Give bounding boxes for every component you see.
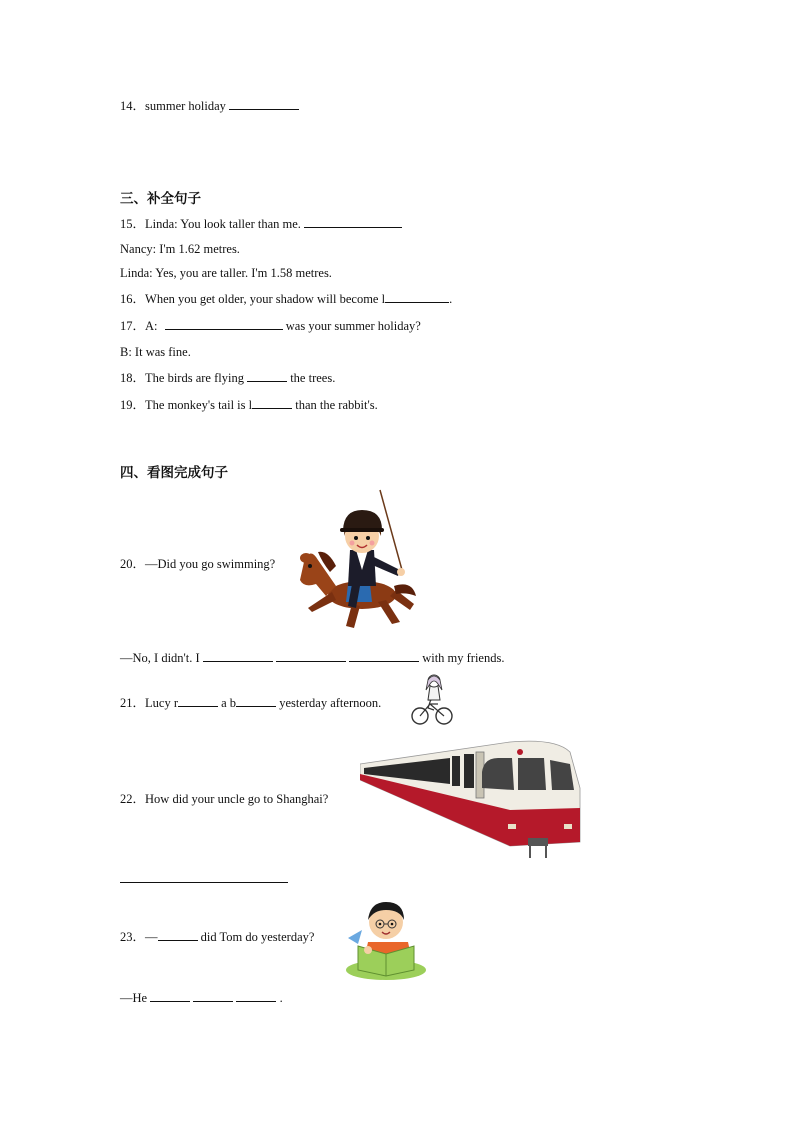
answer-suffix: .	[279, 991, 283, 1005]
answer-blank[interactable]	[304, 215, 402, 228]
question-number: 21．	[120, 696, 146, 710]
question-text: How did your uncle go to Shanghai?	[145, 792, 329, 806]
question-text: Lucy r	[145, 696, 178, 710]
question-text: A:	[145, 319, 158, 333]
question-16	[120, 290, 452, 307]
dialogue-line: B: It was fine.	[120, 345, 191, 359]
question-text: —Did you go swimming?	[145, 557, 276, 571]
boy-reading-image	[344, 894, 428, 980]
answer-blank[interactable]	[158, 928, 198, 941]
answer-20	[120, 649, 504, 666]
answer-23	[120, 989, 283, 1006]
answer-blank[interactable]	[203, 649, 273, 662]
question-number: 14．	[120, 99, 146, 113]
question-text: summer holiday	[145, 99, 226, 113]
question-text: than the rabbit's.	[295, 398, 378, 412]
answer-line-22[interactable]	[120, 870, 288, 883]
dialogue-line: Linda: Yes, you are taller. I'm 1.58 metres.	[120, 266, 332, 280]
section-heading-4: 四、看图完成句子	[120, 465, 228, 481]
girl-riding-bike-image	[410, 672, 454, 728]
question-text: The monkey's tail is l	[145, 398, 253, 412]
question-23	[120, 928, 314, 945]
question-text: The birds are flying	[145, 371, 244, 385]
question-text: .	[449, 292, 453, 306]
question-21	[120, 694, 381, 711]
question-number: 23．	[120, 930, 146, 944]
question-text: did Tom do yesterday?	[200, 930, 315, 944]
question-number: 16．	[120, 292, 146, 306]
question-text: Linda: You look taller than me.	[145, 217, 301, 231]
answer-blank[interactable]	[193, 989, 233, 1002]
answer-blank[interactable]	[247, 369, 287, 382]
train-image	[360, 738, 582, 862]
question-number: 15．	[120, 217, 146, 231]
answer-blank[interactable]	[150, 989, 190, 1002]
answer-blank[interactable]	[165, 317, 283, 330]
answer-blank[interactable]	[385, 290, 449, 303]
question-15	[120, 215, 402, 232]
question-19	[120, 396, 378, 413]
question-number: 19．	[120, 398, 146, 412]
question-number: 20．	[120, 557, 146, 571]
question-18	[120, 369, 335, 386]
question-14	[120, 97, 299, 114]
answer-blank[interactable]	[229, 97, 299, 110]
question-20	[120, 556, 275, 572]
question-number: 22．	[120, 792, 146, 806]
horse-riding-girl-image	[296, 488, 420, 643]
section-heading-3: 三、补全句子	[120, 191, 201, 207]
answer-blank[interactable]	[236, 694, 276, 707]
question-text: —	[145, 930, 158, 944]
answer-suffix: with my friends.	[422, 651, 505, 665]
question-number: 17．	[120, 319, 146, 333]
question-number: 18．	[120, 371, 146, 385]
question-text: was your summer holiday?	[285, 319, 421, 333]
question-text: When you get older, your shadow will become l	[145, 292, 386, 306]
answer-blank[interactable]	[178, 694, 218, 707]
answer-prefix: —No, I didn't. I	[120, 651, 200, 665]
answer-blank[interactable]	[252, 396, 292, 409]
question-17	[120, 317, 421, 334]
answer-blank[interactable]	[236, 989, 276, 1002]
answer-blank[interactable]	[276, 649, 346, 662]
question-text: yesterday afternoon.	[279, 696, 382, 710]
answer-prefix: —He	[120, 991, 148, 1005]
question-text: the trees.	[290, 371, 336, 385]
answer-blank[interactable]	[349, 649, 419, 662]
dialogue-line: Nancy: I'm 1.62 metres.	[120, 242, 240, 256]
question-22	[120, 791, 328, 807]
question-text: a b	[221, 696, 237, 710]
